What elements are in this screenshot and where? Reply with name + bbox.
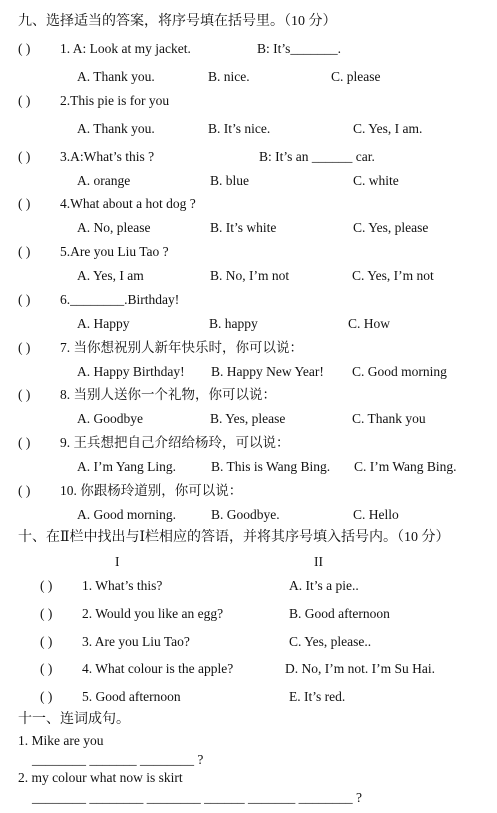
sentence-words: 2. my colour what now is skirt [18,770,183,785]
column-ii-item: D. No, I’m not. I’m Su Hai. [285,661,435,676]
question-stem: 3.A:What’s this ? [60,149,155,164]
question-stem: 7. 当你想祝别人新年快乐时，你可以说： [60,340,303,355]
option-b: B. Happy New Year! [211,364,324,379]
answer-paren[interactable]: ( ) [18,387,31,402]
answer-paren[interactable]: ( ) [40,661,53,676]
option-a: A. Yes, I am [77,268,144,283]
column-i-item: 3. Are you Liu Tao? [82,634,190,649]
column-ii-item: B. Good afternoon [289,606,390,621]
column-i-item: 4. What colour is the apple? [82,661,234,676]
option-b: B. It’s white [210,220,277,235]
answer-paren[interactable]: ( ) [18,340,31,355]
question-stem: 5.Are you Liu Tao ? [60,244,169,259]
section-9-title: 九、选择适当的答案，将序号填在括号里。（10 分） [18,14,337,29]
option-b: B. nice. [208,69,250,84]
option-c: C. white [353,173,399,188]
answer-paren[interactable]: ( ) [18,149,31,164]
sentence-words: 1. Mike are you [18,733,104,748]
option-a: A. Thank you. [77,121,155,136]
option-c: C. How [348,316,391,331]
option-a: A. Happy [77,316,130,331]
option-c: C. Yes, please [353,220,429,235]
answer-paren[interactable]: ( ) [18,244,31,259]
question-stem: 2.This pie is for you [60,93,170,108]
answer-paren[interactable]: ( ) [40,689,53,704]
option-b: B. blue [210,173,249,188]
answer-paren[interactable]: ( ) [40,578,53,593]
column-i-item: 5. Good afternoon [82,689,181,704]
option-c: C. I’m Wang Bing. [354,459,457,474]
option-b: B. This is Wang Bing. [211,459,331,474]
option-b: B. Yes, please [210,411,286,426]
option-c: C. Yes, I am. [353,121,423,136]
option-a: A. Goodbye [77,411,143,426]
option-c: C. Yes, I’m not [352,268,434,283]
column-ii-item: A. It’s a pie.. [289,578,359,593]
option-c: C. please [331,69,381,84]
option-a: A. orange [77,173,131,188]
option-c: C. Thank you [352,411,426,426]
question-extra: B: It’s_______. [257,41,342,56]
answer-paren[interactable]: ( ) [18,93,31,108]
section-11-title: 十一、连词成句。 [18,712,130,727]
answer-blank[interactable]: ________ _______ ________ ? [32,752,204,767]
option-a: A. Thank you. [77,69,155,84]
option-a: A. Happy Birthday! [77,364,185,379]
answer-paren[interactable]: ( ) [18,292,31,307]
question-stem: 1. A: Look at my jacket. [60,41,191,56]
column-ii-item: E. It’s red. [289,689,346,704]
question-stem: 4.What about a hot dog ? [60,196,196,211]
column-i-item: 2. Would you like an egg? [82,606,224,621]
option-c: C. Hello [353,507,399,522]
question-extra: B: It’s an ______ car. [259,149,375,164]
answer-paren[interactable]: ( ) [18,435,31,450]
option-a: A. I’m Yang Ling. [77,459,177,474]
option-b: B. No, I’m not [210,268,290,283]
answer-paren[interactable]: ( ) [40,606,53,621]
answer-paren[interactable]: ( ) [40,634,53,649]
answer-paren[interactable]: ( ) [18,196,31,211]
option-b: B. happy [209,316,258,331]
option-b: B. Goodbye. [211,507,280,522]
column-i-header: I [115,554,120,569]
column-ii-header: II [314,554,323,569]
question-stem: 9. 王兵想把自己介绍给杨玲，可以说： [60,435,290,450]
answer-paren[interactable]: ( ) [18,483,31,498]
option-b: B. It’s nice. [208,121,271,136]
option-a: A. Good morning. [77,507,176,522]
column-i-item: 1. What’s this? [82,578,163,593]
option-a: A. No, please [77,220,151,235]
option-c: C. Good morning [352,364,447,379]
column-ii-item: C. Yes, please.. [289,634,372,649]
question-stem: 10. 你跟杨玲道别，你可以说： [60,483,243,498]
question-stem: 6.________.Birthday! [60,292,180,307]
answer-paren[interactable]: ( ) [18,41,31,56]
question-stem: 8. 当别人送你一个礼物，你可以说： [60,387,276,402]
answer-blank[interactable]: ________ ________ ________ ______ _______ ________ ? [32,790,362,805]
section-10-title: 十、在Ⅱ栏中找出与Ⅰ栏相应的答语，并将其序号填入括号内。（10 分） [18,530,450,545]
